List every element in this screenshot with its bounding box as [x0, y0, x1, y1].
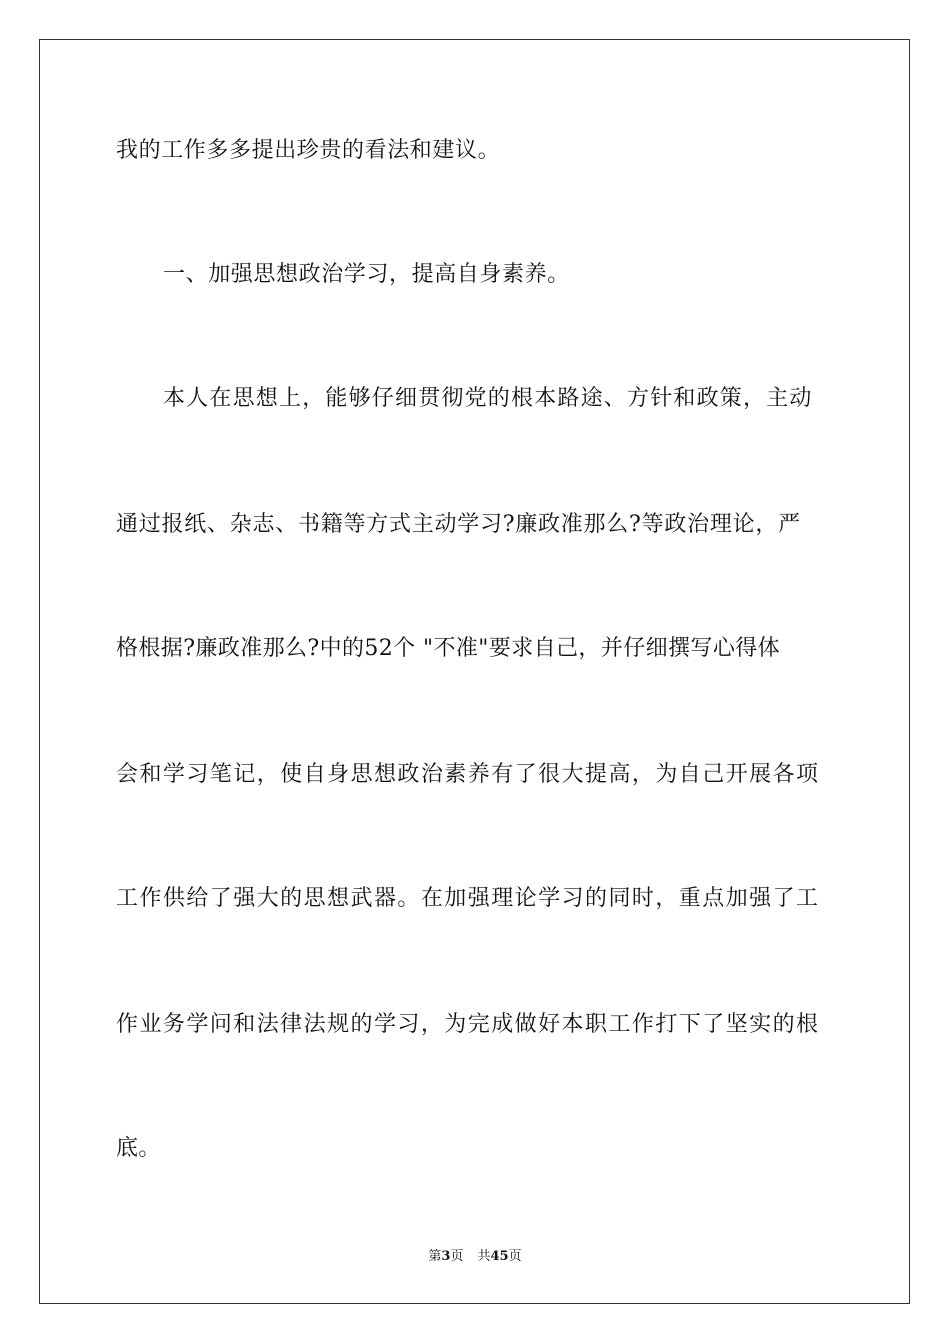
body-line-1: 我的工作多多提出珍贵的看法和建议。 [116, 138, 501, 163]
page-footer [0, 1248, 950, 1266]
total-pages: 45 [490, 1249, 509, 1264]
section-heading: 一、加强思想政治学习，提高自身素养。 [163, 262, 570, 287]
page-suffix: 页 [450, 1249, 464, 1264]
body-line-4: 通过报纸、杂志、书籍等方式主动学习?廉政准那么?等政治理论，严 [116, 512, 801, 537]
body-line-5: 格根据?廉政准那么?中的52个 "不准"要求自己，并仔细撰写心得体 [116, 636, 781, 661]
total-suffix: 页 [508, 1249, 522, 1264]
total-prefix: 共 [477, 1249, 491, 1264]
page-number: 3 [441, 1249, 451, 1264]
body-line-7: 工作供给了强大的思想武器。在加强理论学习的同时，重点加强了工 [116, 886, 820, 911]
body-line-8: 作业务学问和法律法规的学习，为完成做好本职工作打下了坚实的根 [116, 1012, 820, 1037]
body-line-9: 底。 [116, 1136, 161, 1161]
body-line-6: 会和学习笔记，使自身思想政治素养有了很大提高，为自己开展各项 [116, 762, 820, 787]
page-border [39, 39, 910, 1304]
body-line-3: 本人在思想上，能够仔细贯彻党的根本路途、方针和政策，主动 [163, 386, 813, 411]
page-prefix: 第 [428, 1249, 442, 1264]
